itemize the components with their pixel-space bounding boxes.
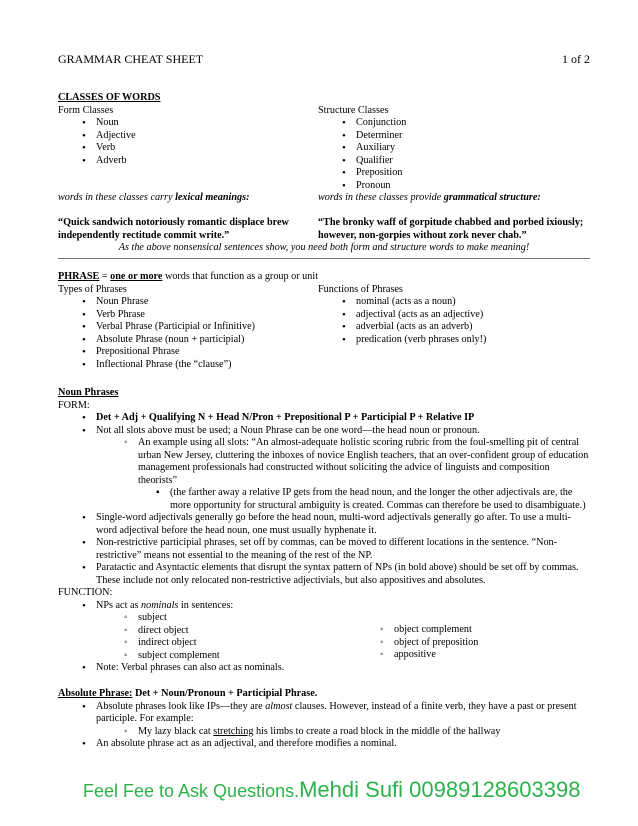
phrase-definition: PHRASE = one or more words that function as a group or unit bbox=[58, 271, 319, 282]
list-item: • NPs act as nominals in sentences: ◦ subject ◦ direct object ◦ indirect object ◦ subject complement ◦ object complement ◦ object of preposition ◦ appositive bbox=[82, 600, 590, 663]
list-item: ◦ object of preposition bbox=[380, 637, 582, 650]
list-item bbox=[82, 412, 590, 425]
list-item: ◦ direct object bbox=[124, 625, 352, 638]
list-item: ◦ subject complement bbox=[124, 650, 352, 663]
list-item: ◦ object complement bbox=[380, 624, 582, 637]
divider bbox=[58, 258, 590, 259]
nominals-left-list bbox=[96, 612, 352, 662]
list-item: • Adverb bbox=[82, 155, 318, 168]
phrase-section bbox=[58, 271, 590, 371]
nominals-right-list bbox=[352, 624, 582, 662]
structure-classes-list bbox=[318, 117, 578, 192]
structure-caption: words in these classes provide grammatical structure: bbox=[318, 192, 541, 203]
phrase-functions-title: Functions of Phrases bbox=[318, 283, 403, 295]
list-item: • Non-restrictive participial phrases, set off by commas, can be moved to different locations in the sentence. “Non-restrictive” means not essential to the meaning of the rest of the NP. bbox=[82, 537, 590, 562]
page-title: GRAMMAR CHEAT SHEET bbox=[58, 52, 204, 66]
phrase-types-list bbox=[58, 296, 318, 371]
form-label: FORM: bbox=[58, 399, 90, 411]
list-item: • Conjunction bbox=[342, 117, 578, 130]
classes-note: As the above nonsensical sentences show, you need both form and structure words to make meaning! bbox=[118, 242, 530, 253]
list-item: ◦ My lazy black cat stretching his limbs to create a road block in the middle of the hallway bbox=[124, 726, 590, 739]
phrase-types bbox=[58, 284, 318, 372]
list-item: ◦ An example using all slots: “An almost-adequate holistic scoring rubric from the foul-smelling pit of central urban New Jersey, cluttering the inboxes of novice English teachers, that an over-confident group of education management professionals had constructed without soliciting the advice of linguists and composition theorists” ▪ (the farther away a relative IP gets from the head noun, and the longer the other adjectivals are, the more opportunity for structural ambiguity is created. Commas can therefore be used to disambiguate.) bbox=[124, 437, 590, 512]
list-item: • Verb bbox=[82, 142, 318, 155]
footer-contact-info: Mehdi Sufi 00989128603398 bbox=[299, 777, 581, 802]
list-item: • Preposition bbox=[342, 167, 578, 180]
page-header bbox=[58, 53, 590, 66]
list-item: • Absolute phrases look like IPs—they are almost clauses. However, instead of a finite verb, they have a past or present participle. For example: ◦ My lazy black cat stretching his limbs to create a road block in the middle of the hallway bbox=[82, 701, 590, 739]
noun-phrase-function-list bbox=[58, 600, 590, 675]
list-item: • adverbial (acts as an adverb) bbox=[342, 321, 578, 334]
phrase-functions bbox=[318, 284, 578, 372]
footer-contact bbox=[83, 777, 581, 802]
list-item: • Auxiliary bbox=[342, 142, 578, 155]
list-item: • Noun Phrase bbox=[82, 296, 318, 309]
noun-phrase-form-list bbox=[58, 412, 590, 587]
classes-section bbox=[58, 92, 590, 192]
noun-phrases-heading: Noun Phrases bbox=[58, 387, 119, 398]
list-item: ◦ appositive bbox=[380, 649, 582, 662]
list-item: • Pronoun bbox=[342, 180, 578, 193]
classes-quotes bbox=[58, 217, 590, 255]
list-item: • Inflectional Phrase (the “clause”) bbox=[82, 359, 318, 372]
list-item: • Paratactic and Asyntactic elements that disrupt the syntax pattern of NPs (in bold above) should be set off by commas. These include not only relocated non-restrictive adjectivials, but also appositives and absolutes. bbox=[82, 562, 590, 587]
np-formula: Det + Adj + Qualifying N + Head N/Pron + Prepositional P + Participial P + Relative IP bbox=[96, 412, 475, 423]
list-item: • Verb Phrase bbox=[82, 309, 318, 322]
list-item: • Verbal Phrase (Participial or Infinitive) bbox=[82, 321, 318, 334]
list-item: • Note: Verbal phrases can also act as nominals. bbox=[82, 662, 590, 675]
phrase-types-title: Types of Phrases bbox=[58, 283, 127, 295]
form-quote: “Quick sandwich notoriously romantic displace brew independently rectitude commit write.” bbox=[58, 217, 289, 241]
structure-classes bbox=[318, 105, 578, 193]
list-item: • adjectival (acts as an adjective) bbox=[342, 309, 578, 322]
footer-ask: Feel Fee to Ask Questions. bbox=[83, 781, 300, 801]
form-classes bbox=[58, 105, 318, 193]
list-item: • Absolute Phrase (noun + participial) bbox=[82, 334, 318, 347]
classes-heading: CLASSES OF WORDS bbox=[58, 92, 161, 103]
classes-captions bbox=[58, 192, 590, 205]
list-item: • predication (verb phrases only!) bbox=[342, 334, 578, 347]
absolute-section bbox=[58, 688, 590, 751]
list-item: • An absolute phrase act as an adjectival, and therefore modifies a nominal. bbox=[82, 738, 590, 751]
list-item: ▪ (the farther away a relative IP gets from the head noun, and the longer the other adjectivals are, the more opportunity for structural ambiguity is created. Commas can therefore be used to disambiguate.) bbox=[156, 487, 590, 512]
absolute-list bbox=[58, 701, 590, 751]
list-item: • Not all slots above must be used; a Noun Phrase can be one word—the head noun or pronoun. ◦ An example using all slots: “An almost-adequate holistic scoring rubric from the foul-smelling pit of central urban New Jersey, cluttering the inboxes of novice English teachers, that an over-confident group of education management professionals had constructed without soliciting the advice of linguists and composition theorists” ▪ (the farther away a relative IP gets from the head noun, and the longer the other adjectivals are, the more opportunity for structural ambiguity is created. Commas can therefore be used to disambiguate.) bbox=[82, 425, 590, 513]
list-item: • Adjective bbox=[82, 130, 318, 143]
list-item: ◦ indirect object bbox=[124, 637, 352, 650]
list-item: • Noun bbox=[82, 117, 318, 130]
list-item: • Single-word adjectivals generally go before the head noun, multi-word adjectivals generally go after. To use a multi-word adjectival before the head noun, one must usually hyphenate it. bbox=[82, 512, 590, 537]
structure-quote: “The bronky waff of gorpitude chabbed and porbed ixiously; however, non-gorpies without zork never chab.” bbox=[318, 217, 584, 241]
list-item: • nominal (acts as a noun) bbox=[342, 296, 578, 309]
page-number: 1 of 2 bbox=[562, 52, 590, 66]
list-item: • Determiner bbox=[342, 130, 578, 143]
list-item: • Qualifier bbox=[342, 155, 578, 168]
list-item: ◦ subject bbox=[124, 612, 352, 625]
noun-phrases-section bbox=[58, 387, 590, 675]
form-classes-title: Form Classes bbox=[58, 104, 114, 116]
structure-classes-title: Structure Classes bbox=[318, 104, 389, 116]
list-item: • Prepositional Phrase bbox=[82, 346, 318, 359]
form-classes-list bbox=[58, 117, 318, 167]
form-caption: words in these classes carry lexical meanings: bbox=[58, 192, 250, 203]
function-label: FUNCTION: bbox=[58, 587, 113, 598]
absolute-heading: Absolute Phrase: Det + Noun/Pronoun + Participial Phrase. bbox=[58, 688, 318, 699]
phrase-functions-list bbox=[318, 296, 578, 346]
